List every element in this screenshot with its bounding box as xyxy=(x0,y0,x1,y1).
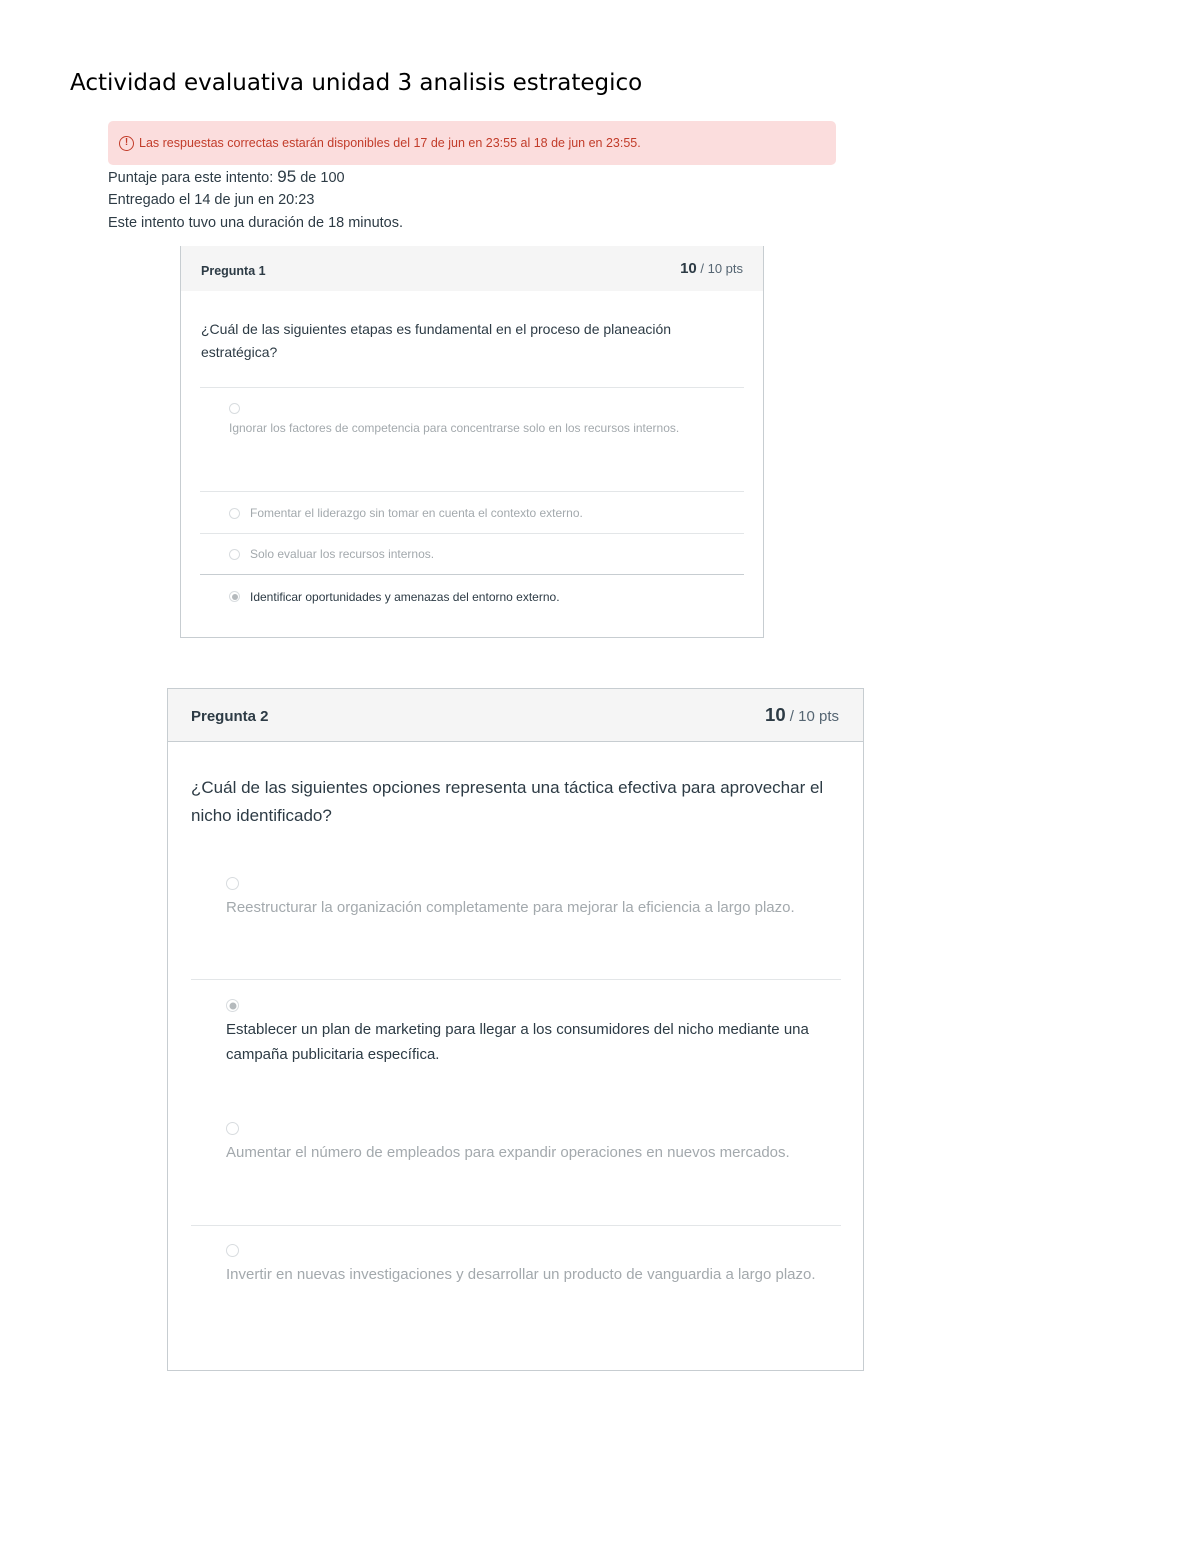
score-value: 95 xyxy=(277,167,297,186)
attempt-submitted: Entregado el 14 de jun en 20:23 xyxy=(108,191,315,208)
answer-divider xyxy=(200,387,744,388)
question-label: Pregunta 2 xyxy=(191,708,269,725)
question-card-2 xyxy=(167,688,864,1371)
answer-option[interactable] xyxy=(229,503,729,524)
radio-button[interactable] xyxy=(226,1244,239,1257)
answer-divider xyxy=(191,1225,841,1226)
question-text: ¿Cuál de las siguientes opciones representa una táctica efectiva para aprovechar el nicho identificado? xyxy=(191,778,824,825)
answer-divider xyxy=(191,979,841,980)
question-header xyxy=(181,246,763,291)
radio-button-checked[interactable] xyxy=(226,999,239,1012)
question-points xyxy=(765,704,839,726)
points-earned: 10 xyxy=(680,259,697,277)
radio-button-checked[interactable] xyxy=(229,591,240,602)
points-earned: 10 xyxy=(765,704,786,725)
question-points xyxy=(680,260,743,278)
answer-option-selected[interactable] xyxy=(226,999,816,1067)
score-suffix: de 100 xyxy=(296,170,345,186)
question-header xyxy=(168,689,863,742)
answer-text: Reestructurar la organización completamente para mejorar la eficiencia a largo plazo. xyxy=(226,899,795,916)
answer-text: Establecer un plan de marketing para llegar a los consumidores del nicho mediante una campaña publicitaria específica. xyxy=(226,1021,809,1063)
answer-text: Invertir en nuevas investigaciones y desarrollar un producto de vanguardia a largo plazo. xyxy=(226,1266,816,1283)
answers-availability-alert xyxy=(108,121,836,165)
answer-option-selected[interactable] xyxy=(229,587,729,608)
answer-text: Ignorar los factores de competencia para concentrarse solo en los recursos internos. xyxy=(229,421,680,435)
answer-text: Solo evaluar los recursos internos. xyxy=(250,547,435,561)
question-text: ¿Cuál de las siguientes etapas es fundamental en el proceso de planeación estratégica? xyxy=(201,321,672,360)
alert-text: Las respuestas correctas estarán disponibles del 17 de jun en 23:55 al 18 de jun en 23:55. xyxy=(139,136,641,150)
answer-option[interactable] xyxy=(229,544,729,565)
answer-divider xyxy=(200,533,744,534)
answer-text: Fomentar el liderazgo sin tomar en cuenta el contexto externo. xyxy=(250,506,583,520)
answer-divider xyxy=(200,491,744,492)
answer-text: Aumentar el número de empleados para expandir operaciones en nuevos mercados. xyxy=(226,1144,790,1161)
radio-button[interactable] xyxy=(226,1122,239,1135)
points-total: / 10 pts xyxy=(785,708,839,725)
question-label: Pregunta 1 xyxy=(201,263,266,278)
answer-divider xyxy=(200,574,744,575)
answer-option[interactable] xyxy=(226,1244,826,1287)
document-title: Actividad evaluativa unidad 3 analisis estrategico xyxy=(70,70,643,96)
attempt-score xyxy=(108,165,403,189)
answer-text: Identificar oportunidades y amenazas del entorno externo. xyxy=(250,590,560,604)
answer-option[interactable] xyxy=(229,403,699,439)
radio-button[interactable] xyxy=(229,549,240,560)
radio-button[interactable] xyxy=(226,877,239,890)
answer-option[interactable] xyxy=(226,1122,806,1165)
radio-button[interactable] xyxy=(229,508,240,519)
attempt-summary xyxy=(108,165,403,236)
attempt-duration: Este intento tuvo una duración de 18 minutos. xyxy=(108,215,404,231)
answer-option[interactable] xyxy=(226,877,806,920)
question-card-1 xyxy=(180,246,764,638)
score-prefix: Puntaje para este intento: xyxy=(108,170,278,186)
points-total: / 10 pts xyxy=(696,260,743,276)
radio-button[interactable] xyxy=(229,403,240,414)
exclamation-circle-icon: ! xyxy=(119,136,134,151)
